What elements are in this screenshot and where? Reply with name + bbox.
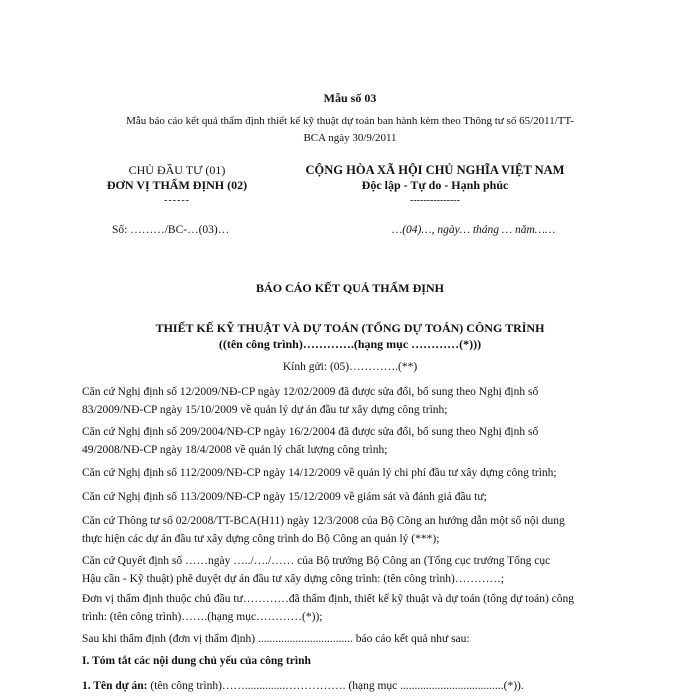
paragraph-legal-basis-3 [82, 464, 622, 482]
paragraph-line: 83/2009/NĐ-CP ngày 15/10/2009 về quản lý dự án đầu tư xây dựng công trình; [82, 404, 448, 416]
form-number: Mẫu số 03 [323, 91, 377, 105]
left-header-block [72, 163, 282, 208]
paragraph-line: Căn cứ Nghị định số 209/2004/NĐ-CP ngày 16/2/2004 đã được sửa đổi, bổ sung theo Nghị định số [82, 426, 539, 438]
paragraph-legal-basis-4 [82, 488, 622, 506]
paragraph-report-intro [82, 630, 622, 648]
right-header-block [285, 163, 585, 208]
paragraph-legal-basis-2 [82, 423, 622, 459]
paragraph-line: 49/2008/NĐ-CP ngày 18/4/2008 về quản lý chất lượng công trình; [82, 444, 388, 456]
right-header-divider: --------------- [410, 195, 460, 206]
paragraph-line: Đơn vị thẩm định thuộc chủ đầu tư…………đã thẩm định, thiết kế kỹ thuật và dự toán (tổng dự toán) công [82, 593, 575, 605]
paragraph-line: Sau khi thẩm định (đơn vị thẩm định) ................................. báo cáo kết quả như sau: [82, 633, 470, 645]
paragraph-legal-basis-1 [82, 383, 622, 419]
paragraph-legal-basis-5 [82, 512, 622, 548]
paragraph-line: thực hiện các dự án đầu tư xây dựng công trình do Bộ Công an quản lý (***); [82, 533, 440, 545]
national-motto: Độc lập - Tự do - Hạnh phúc [361, 178, 509, 192]
document-date: …(04)…, ngày… tháng … năm…… [392, 224, 556, 236]
item-1-label: 1. Tên dự án: [82, 680, 148, 692]
paragraph-line: Căn cứ Nghị định số 113/2009/NĐ-CP ngày 15/12/2009 về giám sát và đánh giá đầu tư; [82, 491, 487, 503]
form-subtitle [70, 113, 630, 147]
item-1-project-name [82, 680, 642, 692]
investor-label: CHỦ ĐẦU TƯ (01) [128, 163, 226, 177]
item-1-text: (tên công trình)……..............……………. (hạng mục ....................................(*)). [147, 680, 524, 692]
recipient-line: Kính gửi: (05)………….(**) [282, 361, 418, 373]
paragraph-appraisal-statement [82, 590, 622, 626]
country-title: CỘNG HÒA XÃ HỘI CHỦ NGHĨA VIỆT NAM [305, 163, 565, 177]
left-header-divider: ------ [164, 195, 190, 206]
paragraph-line: Căn cứ Thông tư số 02/2008/TT-BCA(H11) ngày 12/3/2008 của Bộ Công an hướng dẫn một số nội dung [82, 515, 565, 527]
paragraph-line: Căn cứ Nghị định số 112/2009/NĐ-CP ngày 14/12/2009 về quản lý chi phí đầu tư xây dựng công trình; [82, 467, 557, 479]
paragraph-line: Căn cứ Nghị định số 12/2009/NĐ-CP ngày 12/02/2009 đã được sửa đổi, bổ sung theo Nghị định số [82, 386, 539, 398]
document-number: Số: ………/BC-…(03)… [112, 224, 230, 236]
form-subtitle-line-1: Mẫu báo cáo kết quả thẩm định thiết kế kỹ thuật dự toán ban hành kèm theo Thông tư số 65/2011/TT- [126, 115, 574, 127]
form-subtitle-line-2: BCA ngày 30/9/2011 [303, 132, 397, 144]
report-subtitle [60, 320, 640, 352]
section-1-title: I. Tóm tắt các nội dung chủ yếu của công trình [82, 655, 311, 667]
report-subtitle-line-2: ((tên công trình)………….(hạng mục …………(*))) [218, 337, 482, 351]
report-subtitle-line-1: THIẾT KẾ KỸ THUẬT VÀ DỰ TOÁN (TỔNG DỰ TOÁN) CÔNG TRÌNH [155, 321, 545, 335]
report-title: BÁO CÁO KẾT QUẢ THẨM ĐỊNH [256, 281, 444, 295]
paragraph-legal-basis-6 [82, 552, 622, 588]
paragraph-line: Căn cứ Quyết định số ……ngày …../…./…… của Bộ trưởng Bộ Công an (Tổng cục trưởng Tổng cục [82, 555, 551, 567]
paragraph-line: trình: (tên công trình)…….(hạng mục…………(*)); [82, 611, 323, 623]
paragraph-line: Hậu cần - Kỹ thuật) phê duyệt dự án đầu tư xây dựng công trình: (tên công trình)…………; [82, 573, 505, 585]
appraisal-unit-label: ĐƠN VỊ THẨM ĐỊNH (02) [106, 178, 248, 192]
